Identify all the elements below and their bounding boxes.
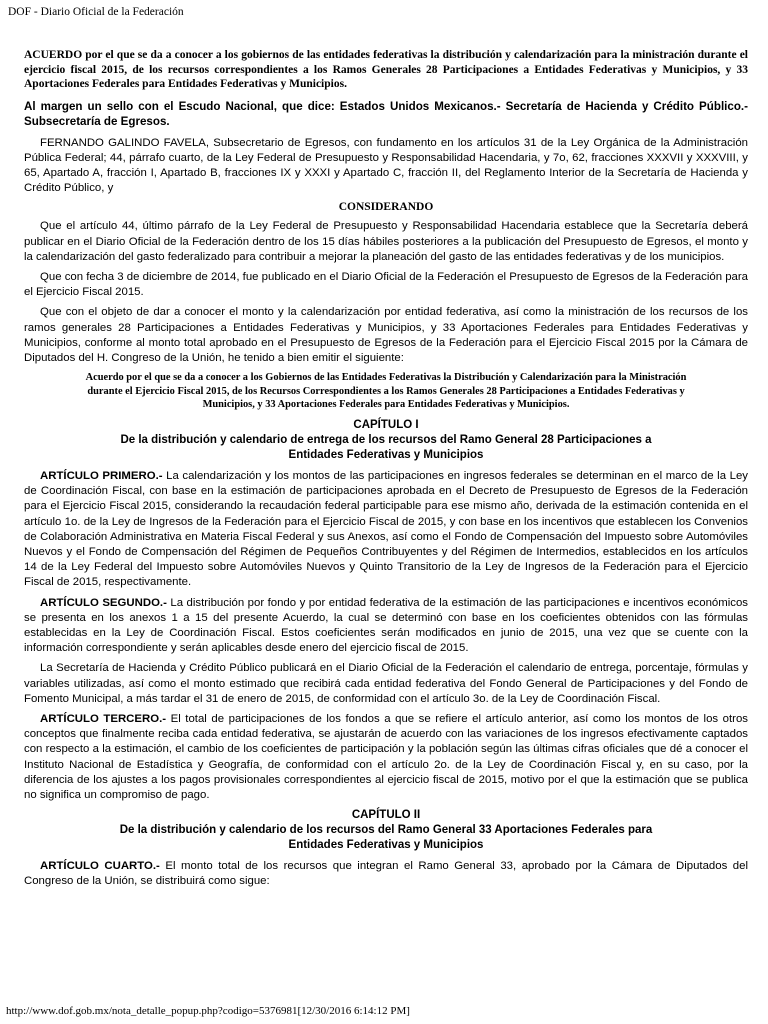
- article-1-label: ARTÍCULO PRIMERO.-: [40, 469, 163, 482]
- chapter-1-subtitle-line1: De la distribución y calendario de entrega de los recursos del Ramo General 28 Participaciones a: [120, 433, 652, 446]
- considerando-heading: CONSIDERANDO: [338, 201, 434, 214]
- article-4-label: ARTÍCULO CUARTO.-: [40, 860, 160, 873]
- considerando-paragraph-2: Que con fecha 3 de diciembre de 2014, fue publicado en el Diario Oficial de la Federación el Presupuesto de Egresos de la Federación para el Ejercicio Fiscal 2015.: [24, 270, 748, 299]
- article-3-text: El total de participaciones de los fondos a que se refiere el artículo anterior, así como los montos de los otros conceptos que finalmente reciba cada entidad federativa, se ajustarán de acuerdo con las variaciones de los ingresos efectivamente captados con respecto a la estimación, el cambio de los coeficientes de participación y la población según las últimas cifras oficiales que dé a conocer el Instituto Nacional de Estadística y Geografía, de conformidad con el artículo 2o. de la Ley de Coordinación Fiscal y, en su caso, por la diferencia de los ajustes a los pagos provisionales correspondientes al ejercicio fiscal de 2015, motivo por el que la estimación que se publica no significa un compromiso de pago.: [24, 712, 748, 801]
- chapter-1-title: CAPÍTULO I: [353, 418, 419, 431]
- article-2: [24, 596, 748, 657]
- considerando-paragraph-3: Que con el objeto de dar a conocer el monto y la calendarización por entidad federativa, así como la ministración de los recursos de los ramos generales 28 Participaciones a Entidades Federativas y Municipios, y 33 Aportaciones Federales para Entidades Federativas y Municipios, conforme al monto total aprobado en el Presupuesto de Egresos de la Federación para el Ejercicio Fiscal 2015 por la Cámara de Diputados del H. Congreso de la Unión, he tenido a bien emitir el siguiente:: [24, 306, 748, 364]
- acuerdo-heading: Acuerdo por el que se da a conocer a los Gobiernos de las Entidades Federativas la Distribución y Calendarización para la Ministración durante el Ejercicio Fiscal 2015, de los Recursos Correspondientes a los Ramos Generales 28 Participaciones a Entidades Federativas y Municipios, y 33 Aportaciones Federales para Entidades Federativas y Municipios.: [85, 372, 687, 411]
- chapter-2-heading: [24, 808, 748, 853]
- chapter-2-subtitle-line1: De la distribución y calendario de los recursos del Ramo General 33 Aportaciones Federales para: [119, 824, 653, 837]
- article-3: [24, 712, 748, 803]
- page-header: DOF - Diario Oficial de la Federación: [8, 6, 184, 18]
- chapter-2-title: CAPÍTULO II: [351, 809, 421, 822]
- article-4-text: El monto total de los recursos que integran el Ramo General 33, aprobado por la Cámara de Diputados del Congreso de la Unión, se distribuirá como sigue:: [24, 860, 749, 888]
- chapter-1-subtitle-line2: Entidades Federativas y Municipios: [288, 448, 484, 461]
- considerando-paragraph-1: Que el artículo 44, último párrafo de la Ley Federal de Presupuesto y Responsabilidad Hacendaria establece que la Secretaría deberá publicar en el Diario Oficial de la Federación dentro de los 15 días hábiles posteriores a la publicación del Presupuesto de Egresos, el monto y la calendarización del gasto federalizado para contribuir a mejorar la planeación del gasto de las entidades federativas y de los municipios.: [24, 220, 748, 263]
- chapter-1-heading: [24, 418, 748, 463]
- chapter-2-subtitle-line2: Entidades Federativas y Municipios: [288, 839, 484, 852]
- intro-paragraph: FERNANDO GALINDO FAVELA, Subsecretario de Egresos, con fundamento en los artículos 31 de la Ley Orgánica de la Administración Pública Federal; 44, párrafo cuarto, de la Ley Federal de Presupuesto y Responsabilidad Hacendaria, y 7o, 62, fracciones XXXVII y XXXVIII, y 65, Apartado A, fracción I, Apartado B, fracciones IX y XXXI y Apartado C, fracción II, del Reglamento Interior de la Secretaría de Hacienda y Crédito Público, y: [24, 136, 748, 195]
- article-1-text: La calendarización y los montos de las participaciones en ingresos federales se determinan en el marco de la Ley de Coordinación Fiscal, con base en la estimación de participaciones aprobada en el Decreto de Presupuesto de Egresos de la Federación para el Ejercicio Fiscal 2015, considerando la recaudación federal participable para ese mismo año, derivada de la estimación contenida en el artículo 1o. de la Ley de Ingresos de la Federación para el Ejercicio Fiscal de 2015, y con base en los incentivos que establecen los Convenios de Colaboración Administrativa en Materia Fiscal Federal y sus Anexos, así como el Fondo de Compensación del Impuesto sobre Automóviles Nuevos y el Fondo de Compensación del Régimen de Pequeños Contribuyentes y del Régimen de Intermedios, establecidos en los artículos 14 de la Ley Federal del Impuesto sobre Automóviles Nuevos y Quinto Transitorio de la Ley de Ingresos de la Federación para el Ejercicio Fiscal de 2015, respectivamente.: [24, 469, 749, 589]
- article-1: [24, 469, 748, 591]
- article-4: [24, 859, 748, 889]
- article-3-label: ARTÍCULO TERCERO.-: [40, 712, 167, 725]
- article-2-label: ARTÍCULO SEGUNDO.-: [40, 596, 167, 609]
- page-footer-url: http://www.dof.gob.mx/nota_detalle_popup.php?codigo=5376981[12/30/2016 6:14:12 PM]: [6, 1005, 410, 1017]
- seal-note: Al margen un sello con el Escudo Nacional, que dice: Estados Unidos Mexicanos.- Secretaría de Hacienda y Crédito Público.- Subsecretaría de Egresos.: [24, 99, 748, 128]
- document-title: ACUERDO por el que se da a conocer a los gobiernos de las entidades federativas la distribución y calendarización para la ministración durante el ejercicio fiscal 2015, de los recursos correspondientes a los Ramos Generales 28 Participaciones a Entidades Federativas y Municipios, y 33 Aportaciones Federales para Entidades Federativas y Municipios.: [24, 49, 748, 90]
- document-body: [24, 48, 748, 895]
- article-2-text: La distribución por fondo y por entidad federativa de la estimación de las participaciones e incentivos económicos se presenta en los anexos 1 a 15 del presente Acuerdo, la cual se determinó con base en los coeficientes obtenidos con las fórmulas establecidas en la Ley de Coordinación Fiscal. Estos coeficientes serán modificados en junio de 2015, una vez que se cuente con la información correspondiente y serán aplicables desde enero del ejercicio fiscal de 2015.: [24, 596, 749, 655]
- article-2-paragraph-2: La Secretaría de Hacienda y Crédito Público publicará en el Diario Oficial de la Federación el calendario de entrega, porcentaje, fórmulas y variables utilizadas, así como el monto estimado que recibirá cada entidad federativa del Fondo General de Participaciones y del Fondo de Fomento Municipal, a más tardar el 31 de enero de 2015, de conformidad con el artículo 3o. de la Ley de Coordinación Fiscal.: [24, 662, 748, 705]
